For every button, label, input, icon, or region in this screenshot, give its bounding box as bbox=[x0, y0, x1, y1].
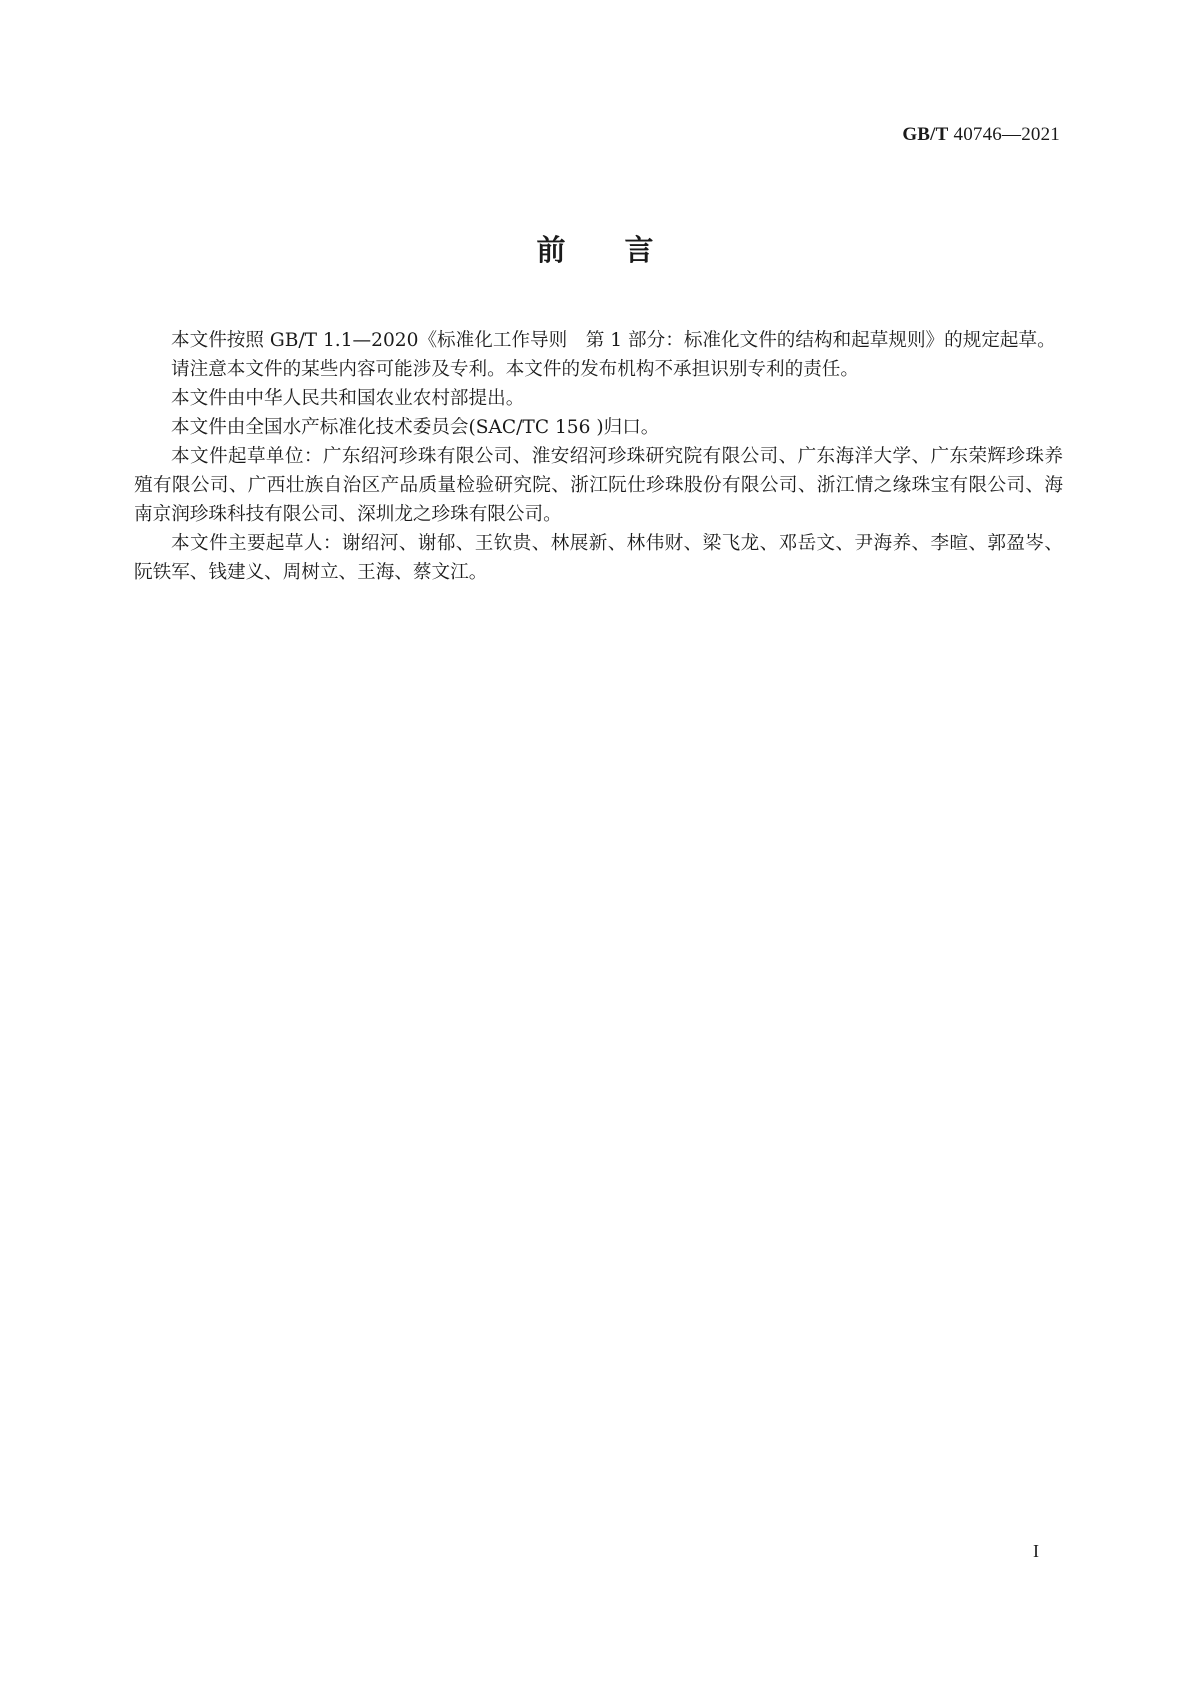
standard-prefix: GB/T bbox=[902, 124, 949, 145]
standard-code bbox=[902, 124, 1060, 146]
title-char-2: 言 bbox=[624, 233, 655, 267]
paragraph-drafting-rules: 本文件按照 GB/T 1.1—2020《标准化工作导则 第 1 部分：标准化文件的结构和起草规则》的规定起草。 bbox=[171, 330, 1056, 351]
paragraph-drafting-units: 本文件起草单位：广东绍河珍珠有限公司、淮安绍河珍珠研究院有限公司、广东海洋大学、广东荣辉珍珠养殖有限公司、广西壮族自治区产品质量检验研究院、浙江阮仕珍珠股份有限公司、浙江情之缘珠宝有限公司、海南京润珍珠科技有限公司、深圳龙之珍珠有限公司。 bbox=[134, 446, 1063, 525]
paragraph-drafters: 本文件主要起草人：谢绍河、谢郁、王钦贵、林展新、林伟财、梁飞龙、邓岳文、尹海养、李暄、郭盈岑、阮铁军、钱建义、周树立、王海、蔡文江。 bbox=[134, 533, 1063, 583]
page-title bbox=[0, 228, 1191, 269]
foreword-body bbox=[134, 326, 1063, 587]
paragraph-committee: 本文件由全国水产标准化技术委员会(SAC/TC 156 )归口。 bbox=[171, 417, 660, 438]
page-number: I bbox=[1033, 1541, 1039, 1561]
paragraph-proposer: 本文件由中华人民共和国农业农村部提出。 bbox=[171, 388, 525, 409]
paragraph-patent-notice: 请注意本文件的某些内容可能涉及专利。本文件的发布机构不承担识别专利的责任。 bbox=[171, 359, 859, 380]
standard-number: 40746—2021 bbox=[953, 124, 1060, 145]
title-char-1: 前 bbox=[536, 233, 567, 267]
